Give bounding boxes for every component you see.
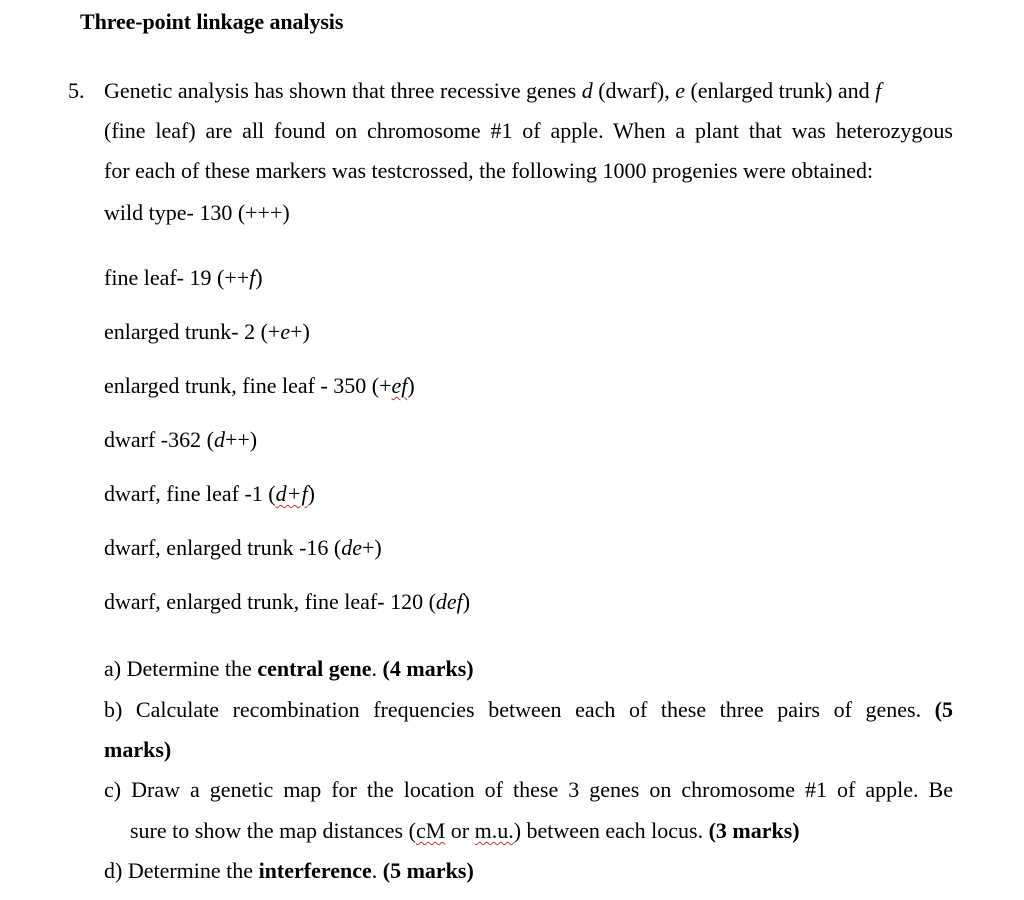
sub-question-c-line-1: c) Draw a genetic map for the location of these 3 genes on chromosome #1 of apple. Be bbox=[104, 777, 953, 802]
stem-text: (enlarged trunk) and bbox=[684, 78, 876, 103]
page-title: Three-point linkage analysis bbox=[80, 9, 344, 34]
progeny-item: dwarf -362 (d++) bbox=[104, 427, 258, 452]
question-stem-line-2: (fine leaf) are all found on chromosome #1 of apple. When a plant that was heterozygous bbox=[104, 118, 953, 143]
gene-e: e bbox=[675, 78, 685, 103]
question-stem-line-3: for each of these markers was testcrossed, the following 1000 progenies were obtained: bbox=[104, 158, 874, 183]
progeny-item: enlarged trunk, fine leaf - 350 (+ef) bbox=[104, 373, 415, 398]
sub-question-c-line-2: sure to show the map distances (cM or m.u.) between each locus. (3 marks) bbox=[130, 818, 800, 843]
progeny-item: fine leaf- 19 (++f) bbox=[104, 265, 263, 290]
progeny-item: dwarf, fine leaf -1 (d+f) bbox=[104, 481, 315, 506]
stem-text: (dwarf), bbox=[592, 78, 676, 103]
question-stem-line-1 bbox=[104, 78, 881, 104]
sub-question-d: d) Determine the interference. (5 marks) bbox=[104, 858, 474, 883]
progeny-item: enlarged trunk- 2 (+e+) bbox=[104, 319, 310, 344]
progeny-item: dwarf, enlarged trunk -16 (de+) bbox=[104, 535, 382, 560]
stem-text: Genetic analysis has shown that three recessive genes bbox=[104, 78, 582, 103]
wild-type-line: wild type- 130 (+++) bbox=[104, 200, 290, 225]
gene-d: d bbox=[581, 78, 593, 103]
sub-question-b-line-2: marks) bbox=[104, 737, 172, 762]
question-number: 5. bbox=[68, 78, 85, 103]
gene-f: f bbox=[875, 78, 882, 103]
sub-question-a: a) Determine the central gene. (4 marks) bbox=[104, 656, 474, 681]
progeny-item: dwarf, enlarged trunk, fine leaf- 120 (def) bbox=[104, 589, 471, 614]
sub-question-b-line-1: b) Calculate recombination frequencies between each of these three pairs of genes. (5 bbox=[104, 697, 953, 722]
